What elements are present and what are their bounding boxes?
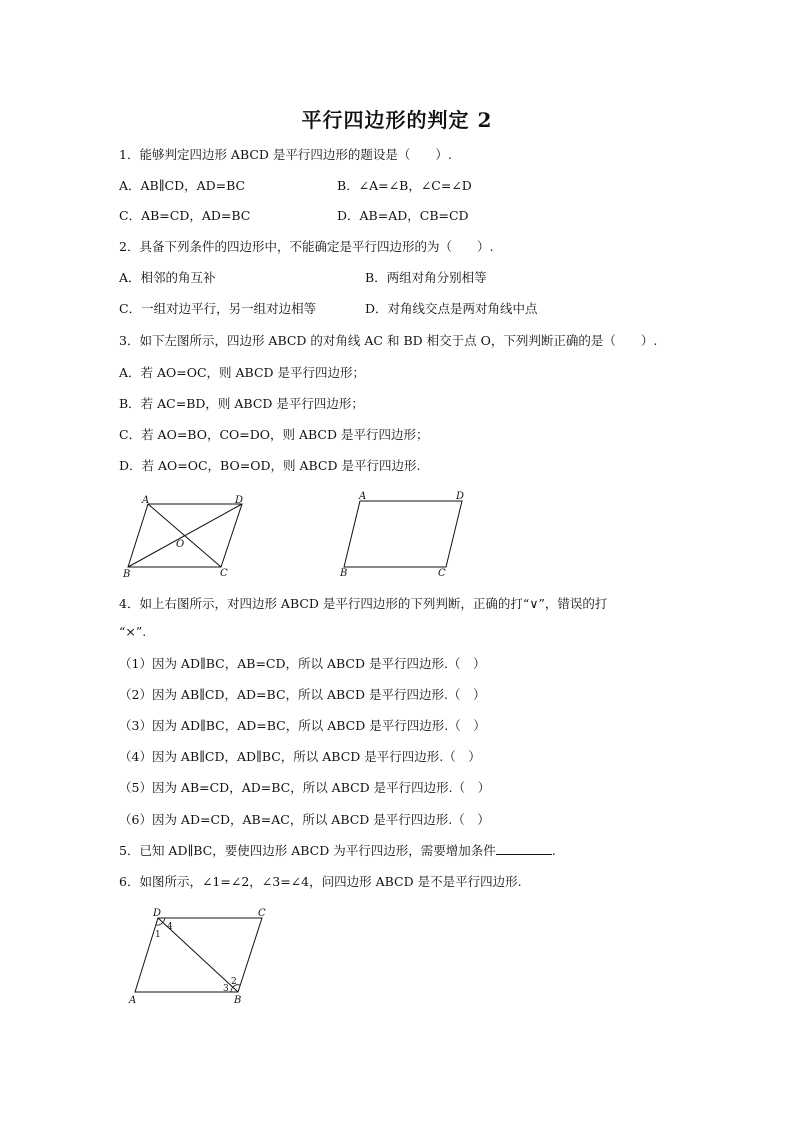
vertex-label-b: B xyxy=(340,568,348,579)
q1-option-d: D．AB=AD，CB=CD xyxy=(337,208,469,223)
q4-item-1: （1）因为 AD∥BC，AB=CD，所以 ABCD 是平行四边形.（ ） xyxy=(119,656,486,671)
angle-arc-3 xyxy=(231,987,233,992)
q3-stem: 3．如下左图所示，四边形 ABCD 的对角线 AC 和 BD 相交于点 O，下列判断正确的是（ ）. xyxy=(119,333,658,348)
q6-stem: 6．如图所示，∠1=∠2，∠3=∠4，问四边形 ABCD 是不是平行四边形. xyxy=(119,874,522,889)
figure-parallelogram-diagonals xyxy=(118,492,258,582)
q2-option-b: B．两组对角分别相等 xyxy=(365,270,487,285)
q1-option-c: C．AB=CD，AD=BC xyxy=(119,208,251,223)
q1-option-a: A．AB∥CD，AD=BC xyxy=(119,178,246,193)
q3-option-c: C．若 AO=BO，CO=DO，则 ABCD 是平行四边形； xyxy=(119,427,429,442)
q2-option-a: A．相邻的角互补 xyxy=(119,270,216,285)
q1-option-b: B．∠A=∠B，∠C=∠D xyxy=(337,178,472,193)
angle-label-1: 1 xyxy=(155,930,161,940)
vertex-label-b: B xyxy=(234,995,242,1006)
q1-stem: 1．能够判定四边形 ABCD 是平行四边形的题设是（ ）. xyxy=(119,147,452,162)
vertex-label-c: C xyxy=(220,568,228,579)
q2-option-d: D．对角线交点是两对角线中点 xyxy=(365,301,538,316)
q3-option-a: A．若 AO=OC，则 ABCD 是平行四边形； xyxy=(119,365,366,380)
vertex-label-c: C xyxy=(258,908,266,919)
q3-option-b: B．若 AC=BD，则 ABCD 是平行四边形； xyxy=(119,396,364,411)
page-title: 平行四边形的判定 2 xyxy=(301,108,493,132)
vertex-label-d: D xyxy=(456,491,465,502)
intersection-label-o: O xyxy=(176,539,185,550)
angle-label-4: 4 xyxy=(167,922,173,932)
q5-end: . xyxy=(551,843,556,858)
q5-stem: 5．已知 AD∥BC，要使四边形 ABCD 为平行四边形，需要增加条件 xyxy=(119,843,496,858)
q4-stem-cont: “×”. xyxy=(119,624,147,639)
q4-item-5: （5）因为 AB=CD，AD=BC，所以 ABCD 是平行四边形.（ ） xyxy=(119,780,491,795)
q5-answer-blank[interactable] xyxy=(496,842,552,855)
parallelogram-outline xyxy=(344,501,462,567)
angle-label-2: 2 xyxy=(231,977,237,987)
vertex-label-d: D xyxy=(153,908,162,919)
q3-option-d: D．若 AO=OC，BO=OD，则 ABCD 是平行四边形. xyxy=(119,458,421,473)
q4-stem: 4．如上右图所示，对四边形 ABCD 是平行四边形的下列判断，正确的打“∨”，错误的打 xyxy=(119,596,608,611)
vertex-label-c: C xyxy=(438,568,446,579)
q2-stem: 2．具备下列条件的四边形中，不能确定是平行四边形的为（ ）. xyxy=(119,239,494,254)
q4-item-3: （3）因为 AD∥BC，AD=BC，所以 ABCD 是平行四边形.（ ） xyxy=(119,718,486,733)
vertex-label-d: D xyxy=(235,495,244,506)
vertex-label-a: A xyxy=(359,491,367,502)
figure-parallelogram-angles xyxy=(122,905,272,1009)
vertex-label-a: A xyxy=(129,995,137,1006)
q2-option-c: C．一组对边平行，另一组对边相等 xyxy=(119,301,317,316)
vertex-label-b: B xyxy=(123,569,131,580)
q4-item-4: （4）因为 AB∥CD，AD∥BC，所以 ABCD 是平行四边形.（ ） xyxy=(119,749,481,764)
figure-parallelogram xyxy=(334,488,474,580)
q5-line xyxy=(119,842,556,860)
q4-item-6: （6）因为 AD=CD，AB=AC，所以 ABCD 是平行四边形.（ ） xyxy=(119,812,490,827)
angle-arc-4 xyxy=(163,918,165,922)
q4-item-2: （2）因为 AB∥CD，AD=BC，所以 ABCD 是平行四边形.（ ） xyxy=(119,687,486,702)
vertex-label-a: A xyxy=(142,495,150,506)
angle-label-3: 3 xyxy=(223,984,229,994)
